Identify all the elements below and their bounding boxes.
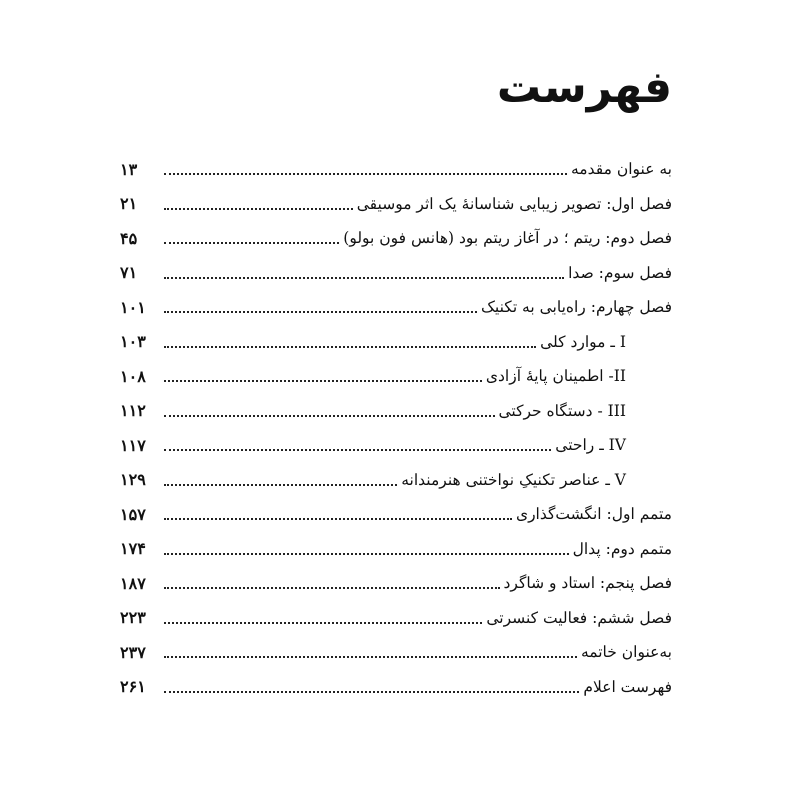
toc-entry-page-number: ۱۰۳ (120, 332, 146, 352)
toc-entry-page-number: ۱۳ (120, 159, 138, 179)
toc-entry-label: II- اطمینان پایهٔ آزادی (485, 367, 626, 386)
toc-entry-label: فهرست اعلام (583, 677, 672, 696)
toc-entry-page-number: ۱۲۹ (120, 470, 146, 490)
dot-leader (164, 415, 495, 417)
toc-entry-label: فصل سوم: صدا (568, 263, 672, 282)
toc-entry-label: فصل پنجم: استاد و شاگرد (503, 574, 672, 593)
toc-entry (120, 566, 672, 601)
toc-entry (120, 428, 672, 463)
dot-leader (164, 587, 500, 589)
toc-entry (120, 635, 672, 670)
toc-entry-page-number: ۲۶۱ (120, 677, 146, 697)
dot-leader (164, 346, 536, 348)
toc-entry (120, 532, 672, 567)
toc-entry (120, 359, 672, 394)
dot-leader (164, 484, 397, 486)
toc-entry (120, 221, 672, 256)
dot-leader (164, 380, 482, 382)
dot-leader (164, 173, 567, 175)
toc-entry-label: به عنوان مقدمه (571, 160, 672, 179)
toc-entry-label: فصل ششم: فعالیت کنسرتی (486, 608, 672, 627)
toc-entry-label: IV ـ راحتی (555, 436, 626, 455)
toc-entry (120, 394, 672, 429)
toc-entry-page-number: ۱۱۲ (120, 401, 146, 421)
toc-entry (120, 601, 672, 636)
toc-entry (120, 670, 672, 705)
toc-entry-label: فصل اول: تصویر زیبایی شناسانهٔ یک اثر موسیقی (356, 194, 672, 213)
toc-entry (120, 463, 672, 498)
toc-entry-label: متمم دوم: پدال (572, 539, 672, 558)
toc-entry-page-number: ۱۱۷ (120, 435, 146, 455)
toc-entry-label: متمم اول: انگشت‌گذاری (515, 505, 672, 524)
toc-entry-page-number: ۲۲۳ (120, 608, 146, 628)
toc-entry-page-number: ۱۵۷ (120, 504, 146, 524)
toc-entry-page-number: ۲۱ (120, 194, 138, 214)
toc-entry (120, 256, 672, 291)
dot-leader (164, 553, 569, 555)
dot-leader (164, 449, 551, 451)
toc-entry (120, 497, 672, 532)
toc-entry-page-number: ۱۸۷ (120, 573, 146, 593)
dot-leader (164, 691, 579, 693)
toc-entry-label: به‌عنوان خاتمه (580, 643, 672, 662)
toc-entry-label: V ـ عناصر تکنیکِ نواختنی هنرمندانه (401, 470, 626, 489)
dot-leader (164, 208, 353, 210)
toc-entry-label: I ـ موارد کلی (540, 332, 626, 351)
toc-entry (120, 325, 672, 360)
page-title: فهرست (496, 62, 672, 113)
table-of-contents (120, 152, 672, 704)
toc-entry-label: فصل چهارم: راه‌یابی به تکنیک (481, 298, 672, 317)
toc-entry-label: فصل دوم: ریتم ؛ در آغاز ریتم بود (هانس فون بولو) (343, 229, 672, 248)
dot-leader (164, 656, 577, 658)
toc-entry-page-number: ۱۰۸ (120, 366, 146, 386)
toc-entry-page-number: ۲۳۷ (120, 642, 146, 662)
dot-leader (164, 277, 564, 279)
toc-entry (120, 152, 672, 187)
dot-leader (164, 242, 339, 244)
dot-leader (164, 311, 477, 313)
dot-leader (164, 622, 482, 624)
toc-entry (120, 290, 672, 325)
toc-entry-page-number: ۷۱ (120, 263, 138, 283)
toc-entry-label: III - دستگاه حرکتی (498, 401, 626, 420)
toc-entry-page-number: ۱۷۴ (120, 539, 146, 559)
toc-entry (120, 187, 672, 222)
dot-leader (164, 518, 512, 520)
toc-entry-page-number: ۱۰۱ (120, 297, 146, 317)
toc-entry-page-number: ۴۵ (120, 228, 138, 248)
